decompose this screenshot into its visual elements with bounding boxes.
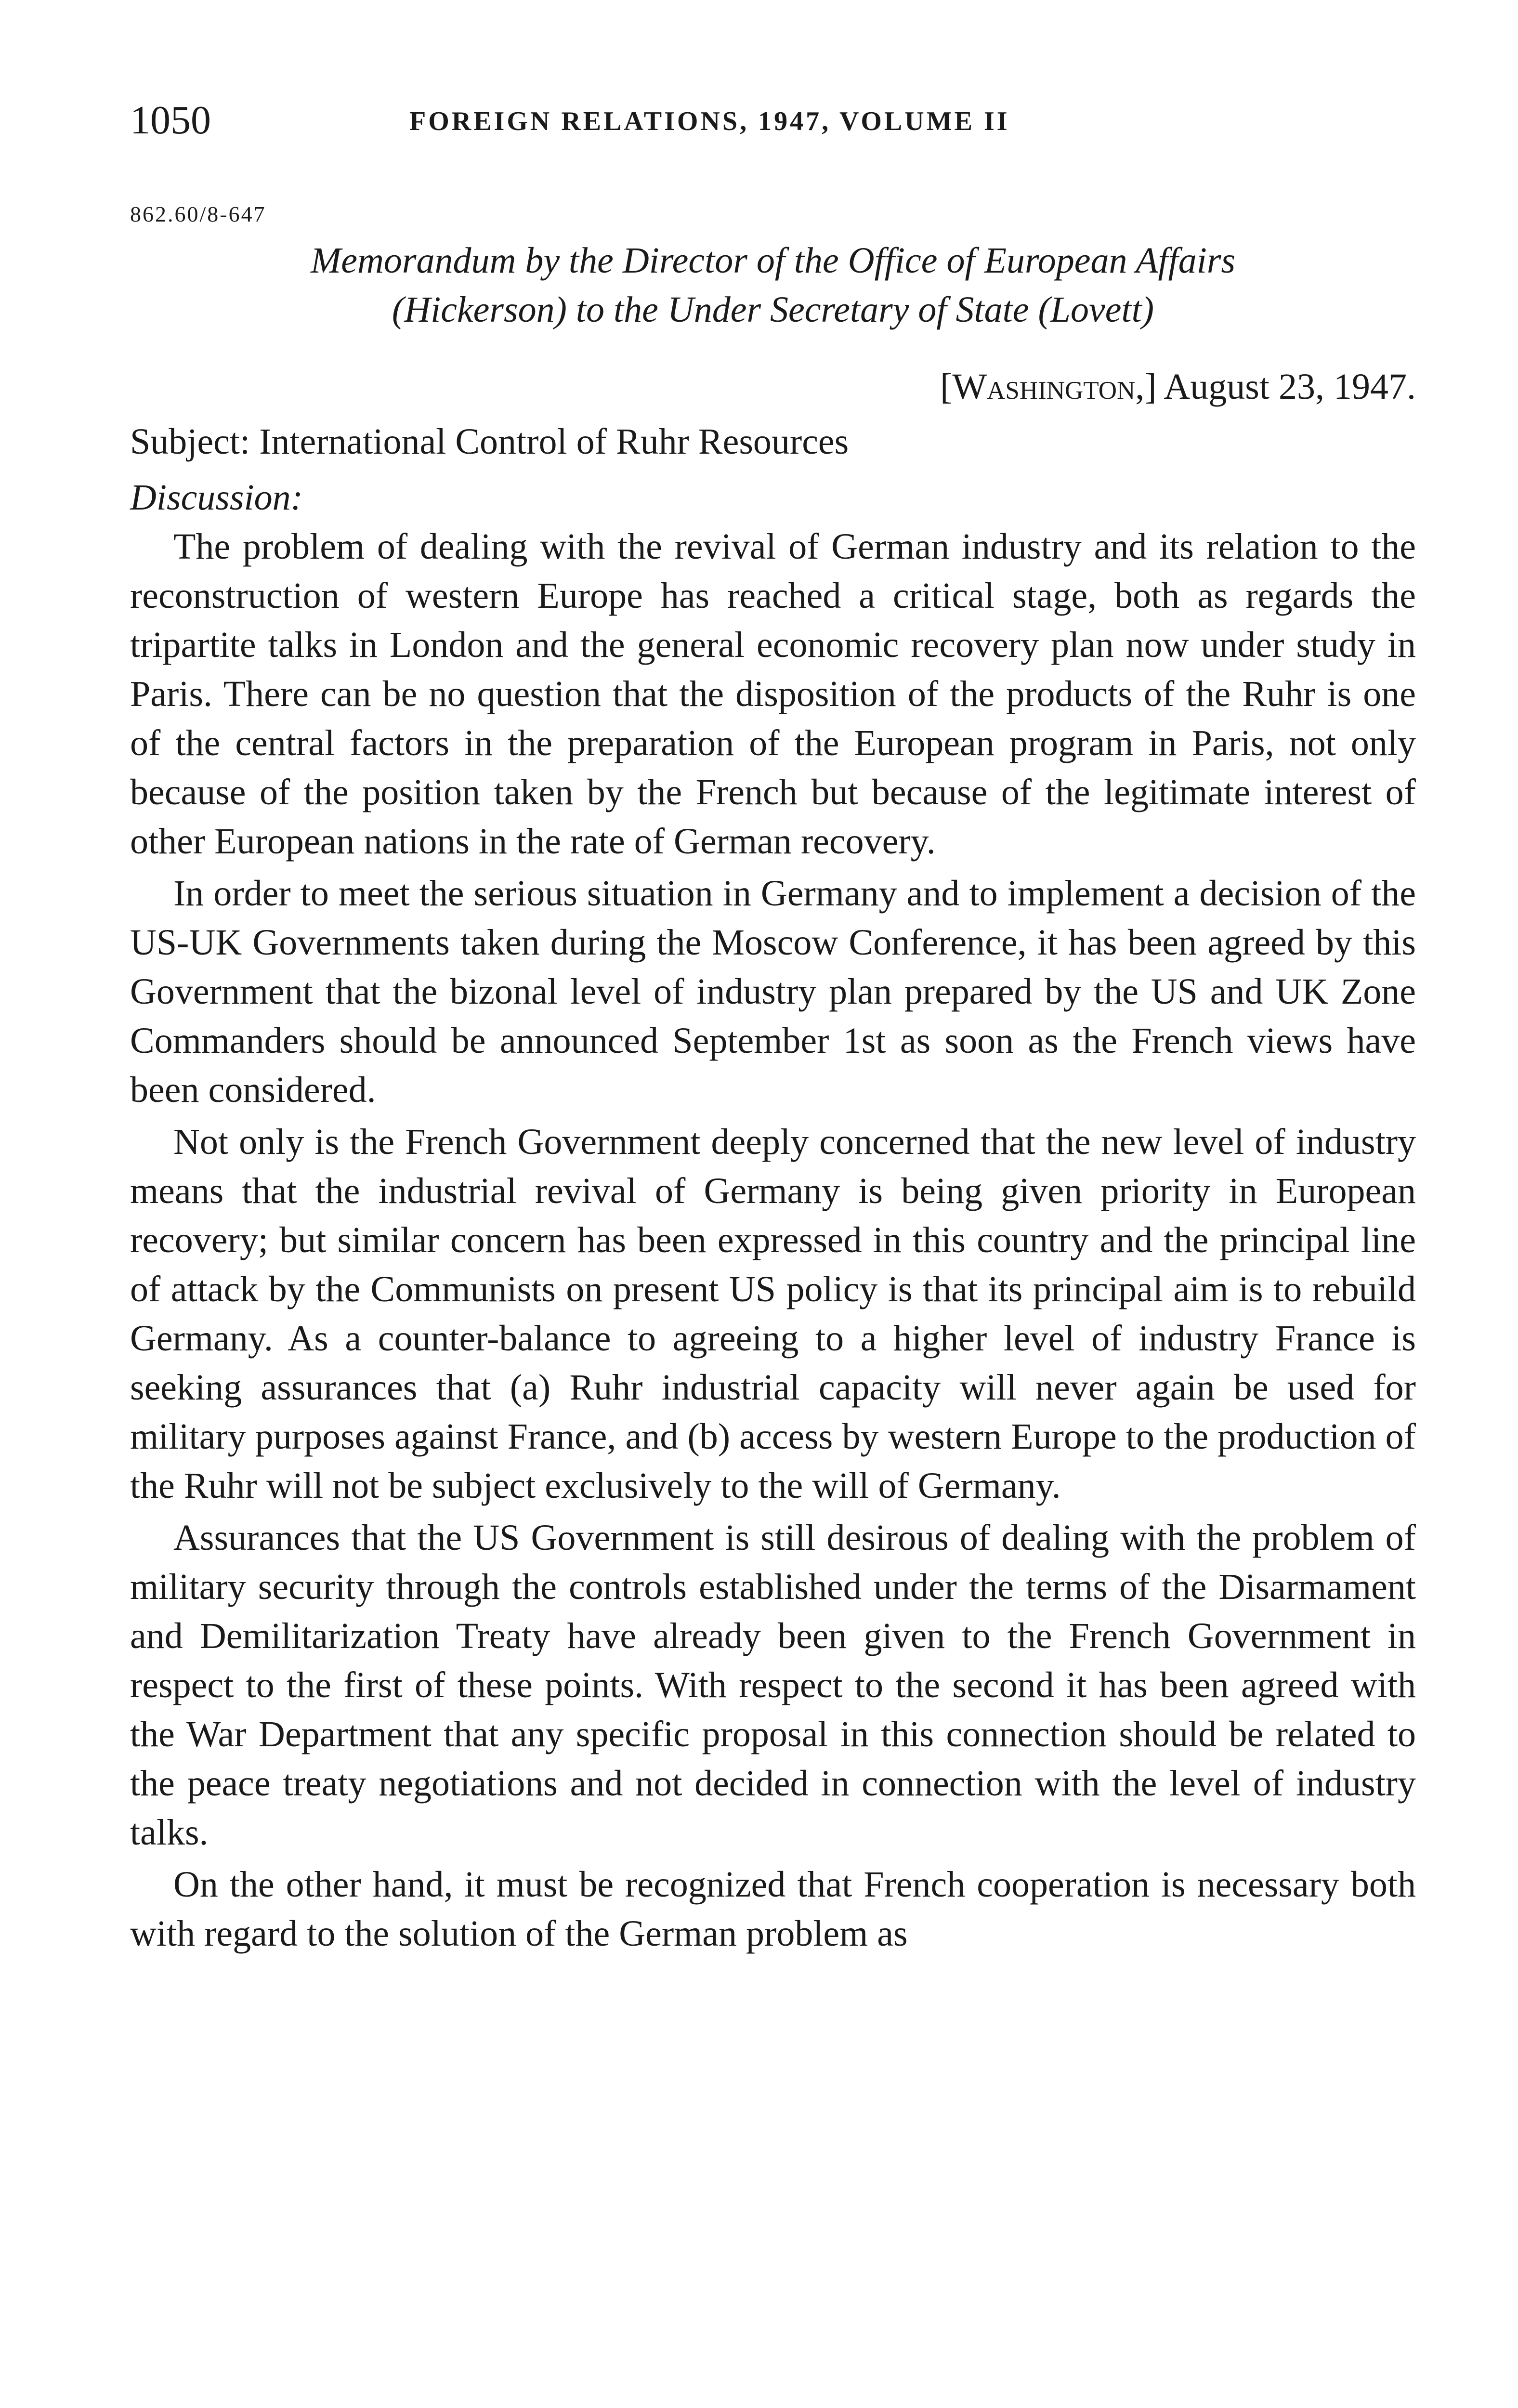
discussion-heading: Discussion: <box>130 477 303 518</box>
dateline <box>130 362 1416 411</box>
body-text <box>130 522 1416 1958</box>
paragraph: The problem of dealing with the revival of German industry and its relation to the reconstruction of western Europe has reached a critical stage, both as regards the tripartite talks in London and the general economic recovery plan now under study in Paris. There can be no question that the disposition of the products of the Ruhr is one of the central factors in the preparation of the European program in Paris, not only because of the position taken by the French but because of the legitimate interest of other European nations in the rate of German recovery. <box>130 526 1416 862</box>
running-title: FOREIGN RELATIONS, 1947, VOLUME II <box>409 106 1010 136</box>
dateline-date: August 23, 1947. <box>1164 366 1416 407</box>
running-head <box>130 96 1416 154</box>
paragraph: Not only is the French Government deeply concerned that the new level of industry means that the industrial revival of Germany is being given priority in European recovery; but similar concern has been expressed in this country and the principal line of attack by the Communists on present US policy is that its principal aim is to rebuild Germany. As a counter-balance to agreeing to a higher level of industry France is seeking assurances that (a) Ruhr industrial capacity will never again be used for military purposes against France, and (b) access by western Europe to the production of the Ruhr will not be subject exclusively to the will of Germany. <box>130 1122 1416 1506</box>
paragraph: Assurances that the US Government is still desirous of dealing with the problem of military security through the controls established under the terms of the Disarmament and Demilitarization Treaty have already been given to the French Government in respect to the first of these points. With respect to the second it has been agreed with the War Department that any specific proposal in this connection should be related to the peace treaty negotiations and not decided in connection with the level of industry talks. <box>130 1518 1416 1853</box>
dateline-place: [Washington,] <box>940 366 1157 407</box>
file-number: 862.60/8-647 <box>130 202 266 226</box>
page-number: 1050 <box>130 98 211 143</box>
paragraph: In order to meet the serious situation in Germany and to implement a decision of the US-UK Governments taken during the Moscow Conference, it has been agreed by this Government that the bizonal level of industry plan prepared by the US and UK Zone Commanders should be announced September 1st as soon as the French views have been considered. <box>130 873 1416 1110</box>
memo-title <box>130 236 1416 334</box>
paragraph: On the other hand, it must be recognized that French cooperation is necessary both with regard to the solution of the German problem as <box>130 1864 1416 1954</box>
book-page <box>130 96 1416 1958</box>
memo-title-line-1: Memorandum by the Director of the Office of European Affairs <box>310 240 1236 281</box>
memo-title-line-2: (Hickerson) to the Under Secretary of State (Lovett) <box>392 289 1154 330</box>
subject-line: Subject: International Control of Ruhr Resources <box>130 421 849 462</box>
